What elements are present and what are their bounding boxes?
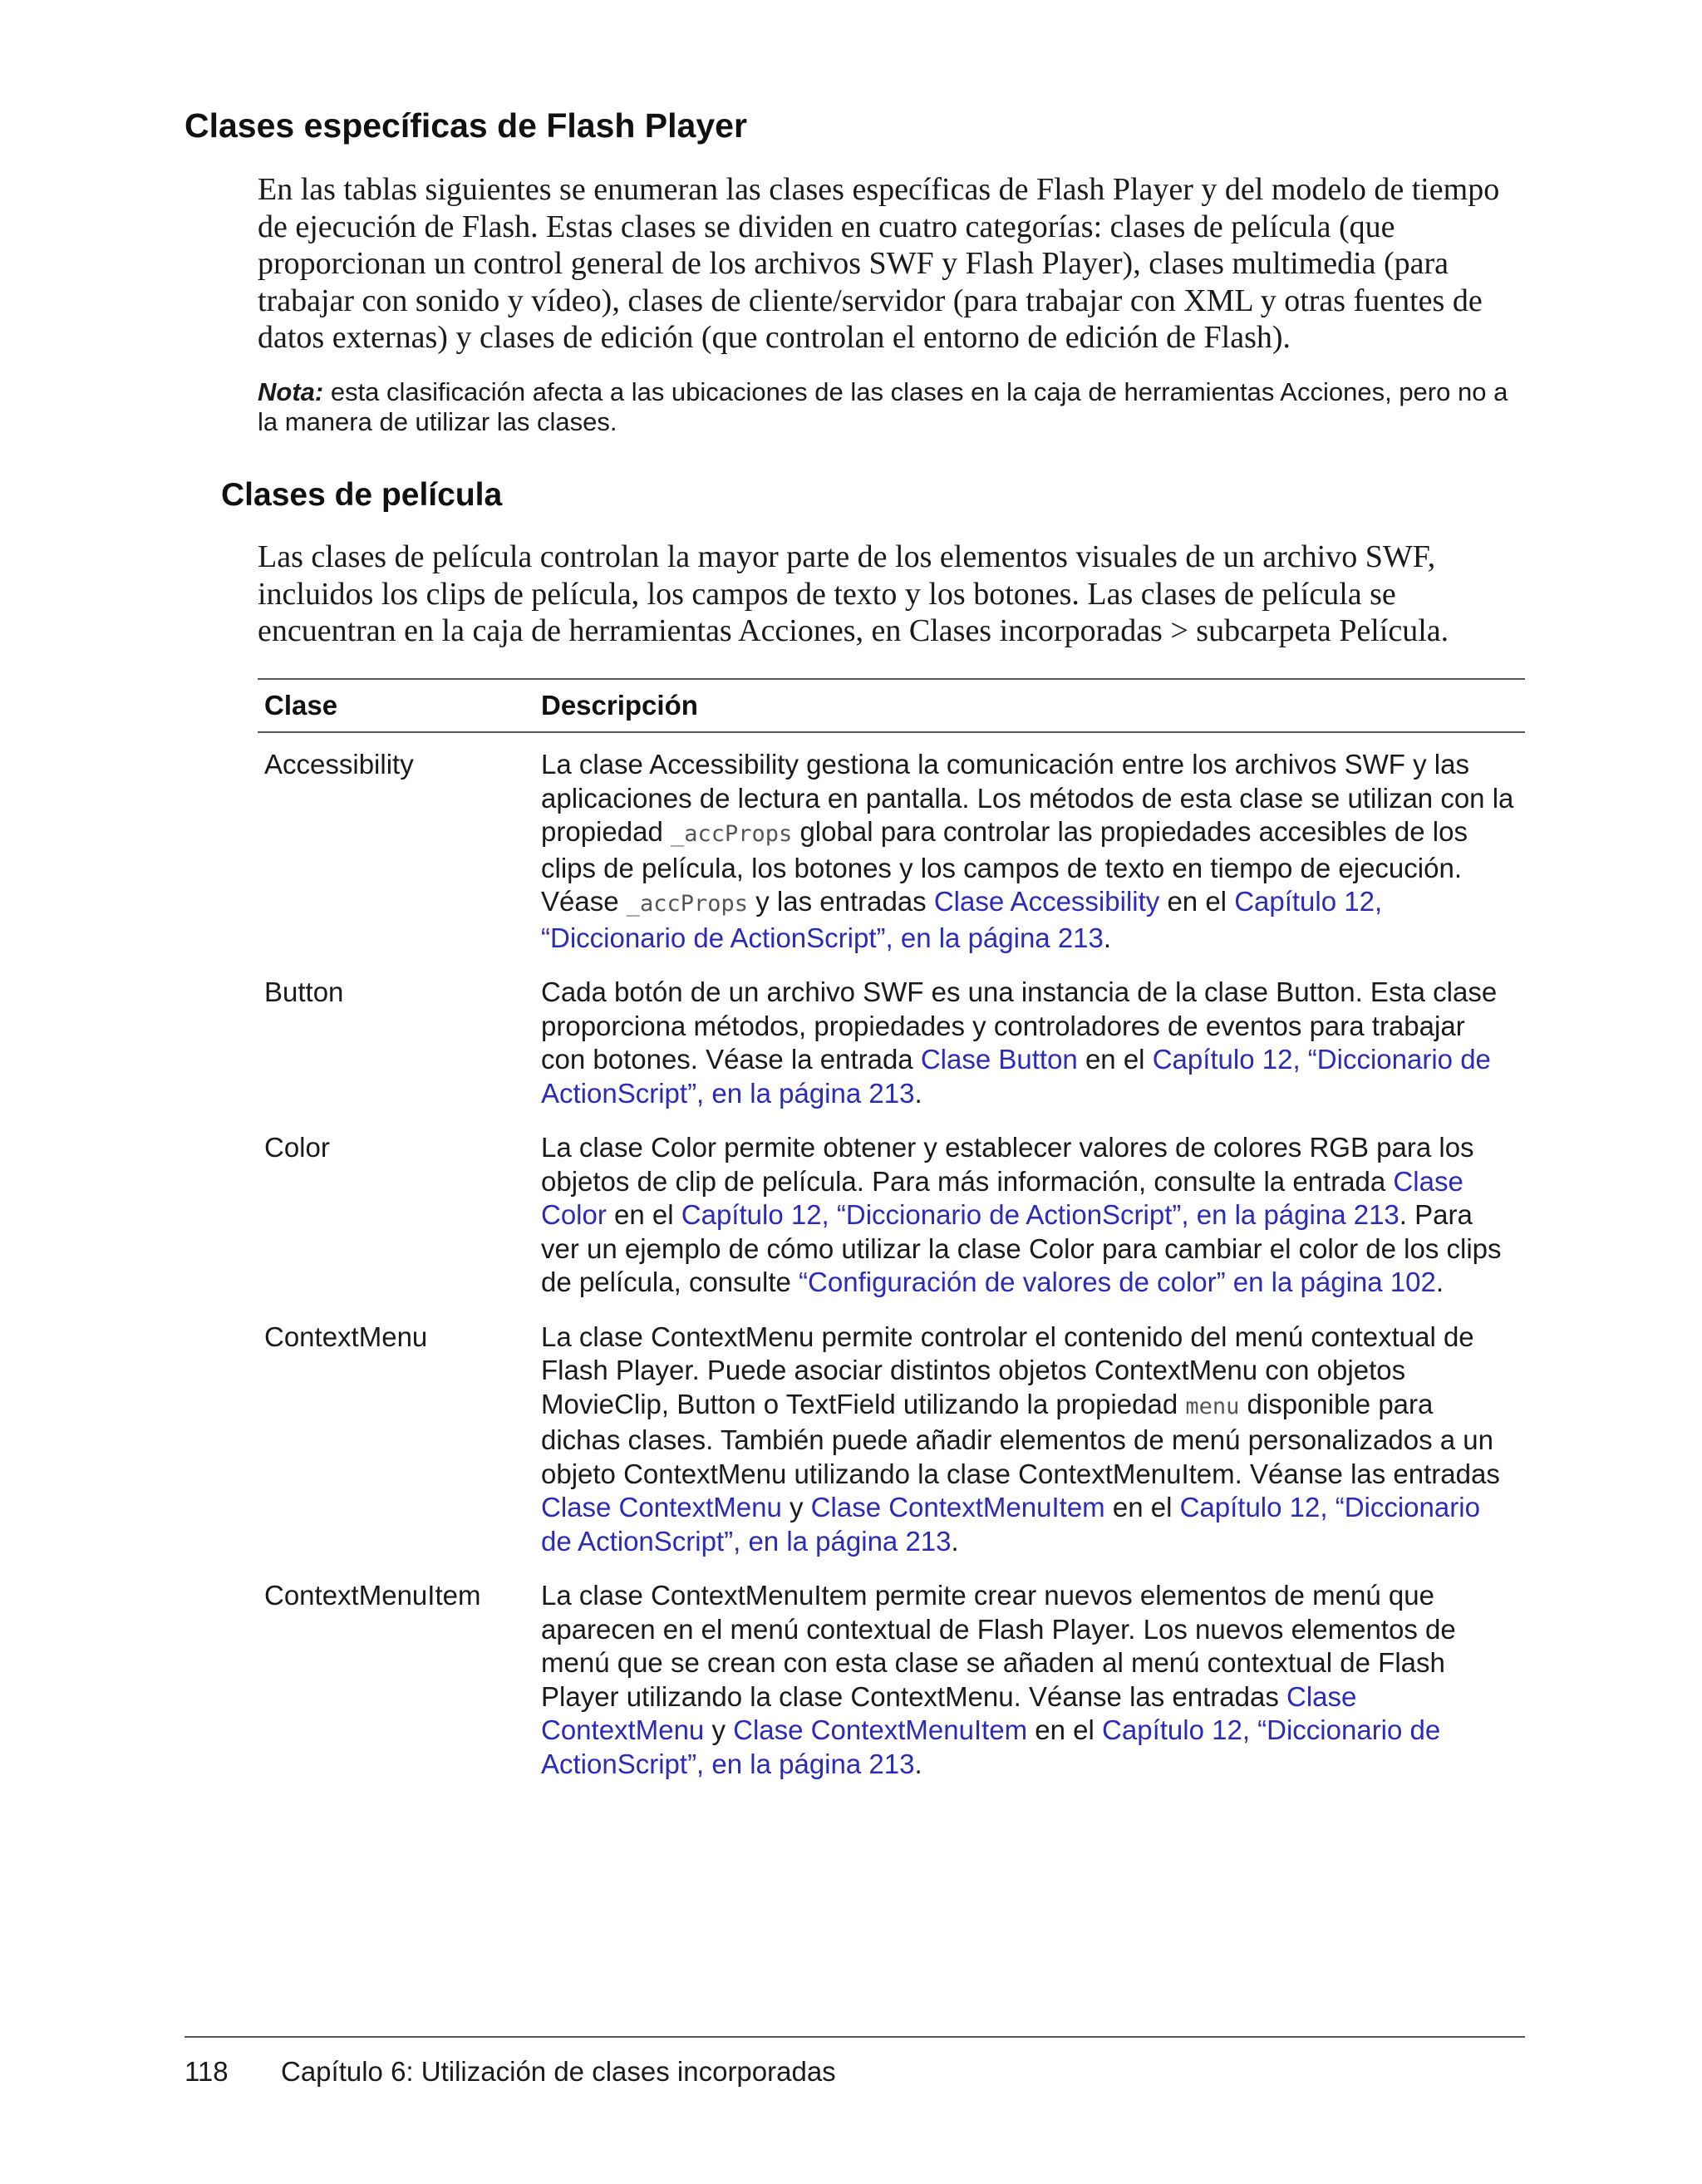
cross-reference-link[interactable]: Clase Color <box>541 1165 1463 1230</box>
cross-reference-link[interactable]: Capítulo 12, “Diccionario de ActionScript”, en la página 213 <box>541 886 1383 953</box>
class-name-cell: ContextMenuItem <box>264 1580 481 1611</box>
table-header <box>258 680 1525 733</box>
description-text: La clase Color permite obtener y establecer valores de colores RGB para los objetos de clip de película. Para más información, consulte la entrada <box>541 1132 1474 1197</box>
class-name-cell: Button <box>264 976 344 1007</box>
description-cell <box>541 1131 1525 1300</box>
classes-table <box>258 678 1525 1802</box>
description-cell <box>541 1321 1525 1559</box>
page-heading: Clases específicas de Flash Player <box>184 106 747 145</box>
footer-rule <box>184 2036 1525 2038</box>
description-text: La clase Accessibility gestiona la comunicación entre los archivos SWF y las aplicaciones de lectura en pantalla. Los métodos de esta clase se utilizan con la propiedad <box>541 749 1514 847</box>
description-text: disponible para dichas clases. También puede añadir elementos de menú personalizados a un objeto ContextMenu utilizando la clase ContextMenuItem. Véanse las entradas <box>541 1388 1500 1489</box>
intro-paragraph: En las tablas siguientes se enumeran las clases específicas de Flash Player y del modelo de tiempo de ejecución de Flash. Estas clases se dividen en cuatro categorías: clases de película (que proporcionan un control general de los archivos SWF y Flash Player), clases multimedia (para trabajar con sonido y vídeo), clases de cliente/servidor (para trabajar con XML y otras fuentes de datos externas) y clases de edición (que controlan el entorno de edición de Flash). <box>258 172 1500 355</box>
description-text: . <box>914 1077 922 1109</box>
header-class: Clase <box>264 690 338 721</box>
class-name-cell: Accessibility <box>264 749 414 780</box>
table-body <box>258 733 1525 1781</box>
table-row <box>258 1131 1525 1300</box>
class-name-cell: ContextMenu <box>264 1321 428 1352</box>
table-row <box>258 748 1525 955</box>
description-text: global para controlar las propiedades accesibles de los clips de película, los botones y los campos de texto en tiempo de ejecución. Véase <box>541 816 1468 917</box>
code-term: _accProps <box>626 891 749 917</box>
description-text: La clase ContextMenuItem permite crear nuevos elementos de menú que aparecen en el menú contextual de Flash Player. Los nuevos elementos de menú que se crean con esta clase se añaden al menú contextual de Flash Player utilizando la clase ContextMenu. Véanse las entradas <box>541 1580 1456 1712</box>
code-term: menu <box>1185 1393 1240 1419</box>
class-name-cell: Color <box>264 1132 330 1163</box>
description-text: . <box>914 1748 922 1779</box>
description-text: . <box>1103 922 1112 953</box>
description-cell <box>541 748 1525 955</box>
code-term: _accProps <box>670 821 793 847</box>
cross-reference-link[interactable]: Clase ContextMenuItem <box>733 1714 1028 1745</box>
chapter-title: Capítulo 6: Utilización de clases incorporadas <box>281 2056 836 2087</box>
film-classes-intro: Las clases de película controlan la mayor parte de los elementos visuales de un archivo SWF, incluidos los clips de película, los campos de texto y los botones. Las clases de película se encuentran en la caja de herramientas Acciones, en Clases incorporadas > subcarpeta Película. <box>258 539 1449 648</box>
description-text: en el <box>1159 886 1235 917</box>
page-footer <box>184 2056 836 2088</box>
cross-reference-link[interactable]: “Configuración de valores de color” en la página 102 <box>799 1267 1436 1297</box>
table-row <box>258 1579 1525 1781</box>
cross-reference-link[interactable]: Capítulo 12, “Diccionario de ActionScript”, en la página 213 <box>541 1492 1480 1557</box>
description-cell <box>541 1579 1525 1781</box>
description-text: . Para ver un ejemplo de cómo utilizar la clase Color para cambiar el color de los clips de película, consulte <box>541 1199 1502 1297</box>
description-text: y <box>704 1714 734 1745</box>
cross-reference-link[interactable]: Clase Accessibility <box>933 886 1160 917</box>
table-row <box>258 976 1525 1110</box>
description-text: en el <box>1027 1714 1103 1745</box>
description-text: y <box>781 1492 811 1522</box>
header-description: Descripción <box>541 690 698 721</box>
cross-reference-link[interactable]: Clase ContextMenu <box>541 1680 1357 1745</box>
description-text: en el <box>1077 1044 1153 1075</box>
note-paragraph <box>258 377 1525 437</box>
cross-reference-link[interactable]: Clase Button <box>920 1044 1078 1075</box>
description-text: en el <box>1104 1492 1180 1522</box>
cross-reference-link[interactable]: Clase ContextMenu <box>541 1492 782 1522</box>
cross-reference-link[interactable]: Capítulo 12, “Diccionario de ActionScript”, en la página 213 <box>541 1044 1491 1109</box>
description-text: . <box>951 1525 959 1557</box>
note-label: Nota: <box>258 377 324 406</box>
description-text: La clase ContextMenu permite controlar el contenido del menú contextual de Flash Player. Puede asociar distintos objetos ContextMenu con objetos MovieClip, Button o TextField utilizando la propiedad <box>541 1321 1474 1419</box>
page-number: 118 <box>184 2056 229 2087</box>
cross-reference-link[interactable]: Capítulo 12, “Diccionario de ActionScript”, en la página 213 <box>681 1199 1399 1230</box>
description-text: Cada botón de un archivo SWF es una instancia de la clase Button. Esta clase proporciona métodos, propiedades y controladores de eventos para trabajar con botones. Véase la entrada <box>541 976 1498 1075</box>
description-cell <box>541 976 1525 1110</box>
section-heading: Clases de película <box>221 477 503 513</box>
table-row <box>258 1321 1525 1559</box>
cross-reference-link[interactable]: Capítulo 12, “Diccionario de ActionScript”, en la página 213 <box>541 1714 1441 1779</box>
note-text: esta clasificación afecta a las ubicaciones de las clases en la caja de herramientas Acciones, pero no a la manera de utilizar las clases. <box>258 377 1508 436</box>
cross-reference-link[interactable]: Clase ContextMenuItem <box>810 1492 1105 1522</box>
description-text: y las entradas <box>748 886 934 917</box>
description-text: en el <box>606 1199 681 1230</box>
description-text: . <box>1435 1267 1444 1297</box>
